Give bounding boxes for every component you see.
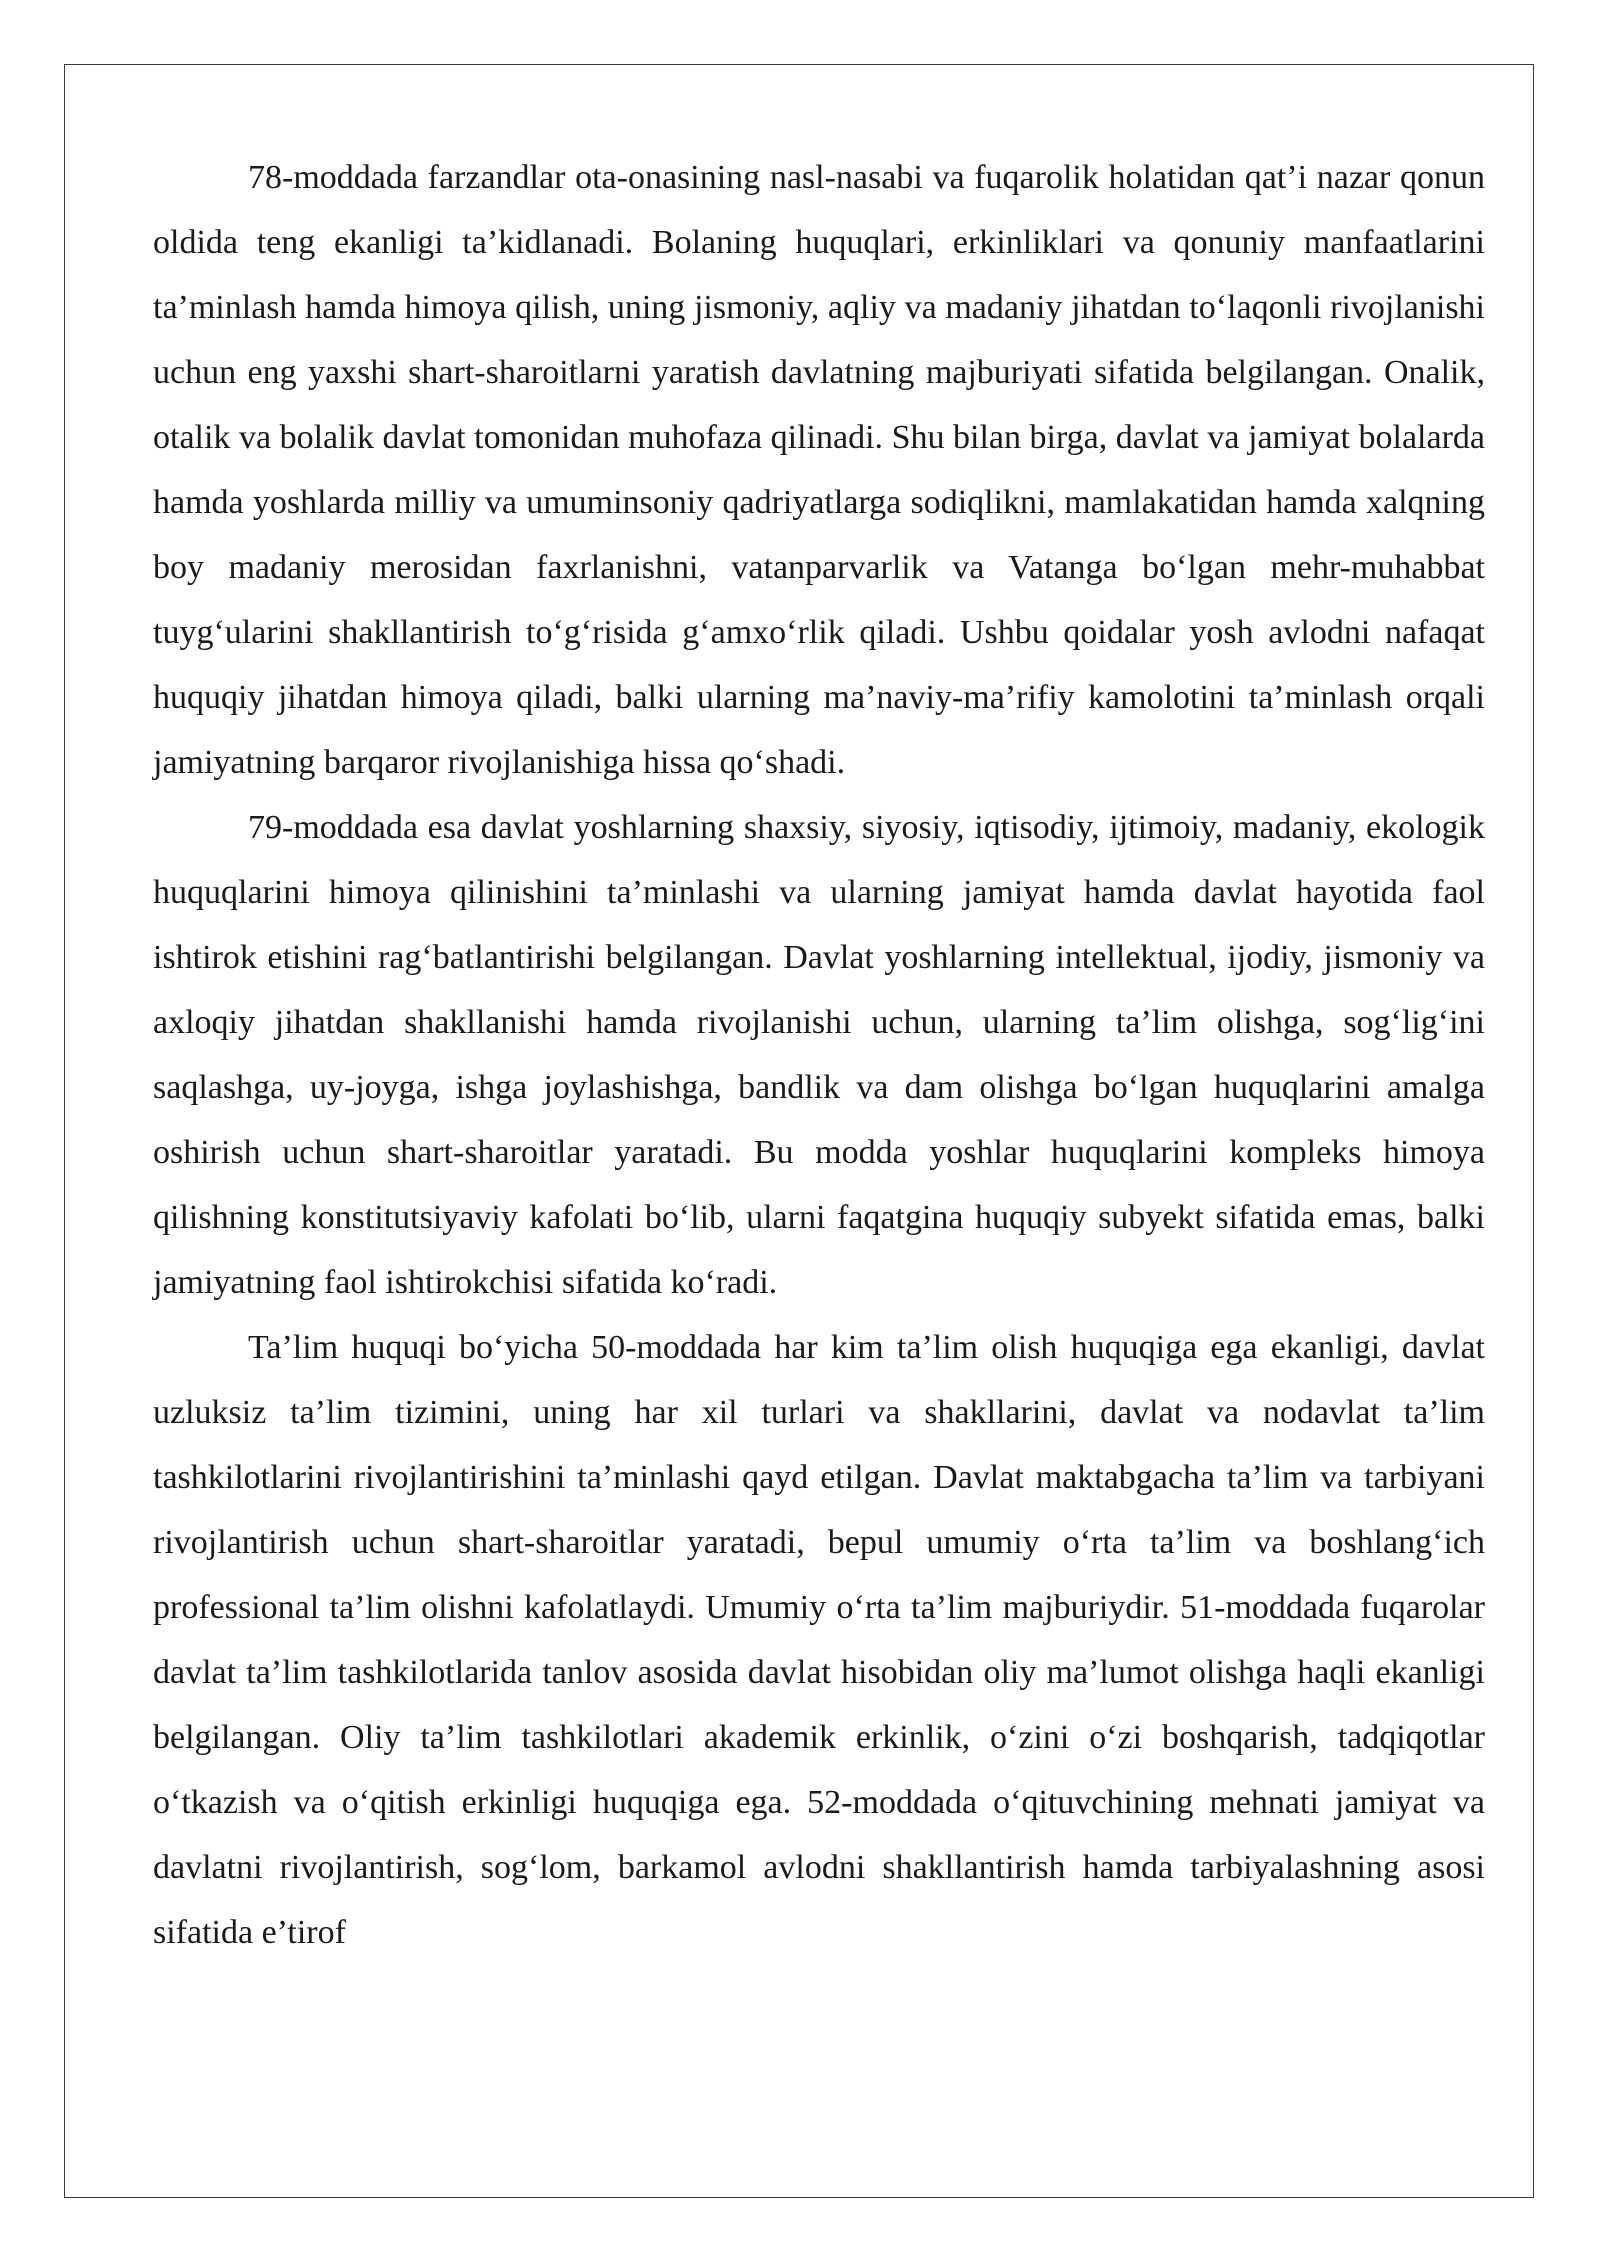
paragraph-article-78: 78-moddada farzandlar ota-onasining nasl-nasabi va fuqarolik holatidan qat’i nazar qonun oldida teng ekanligi ta’kidlanadi. Bolaning huquqlari, erkinliklari va qonuniy manfaatlarini ta’minlash hamda himoya qilish, uning jismoniy, aqliy va madaniy jihatdan to‘laqonli rivojlanishi uchun eng yaxshi shart-sharoitlarni yaratish davlatning majburiyati sifatida belgilangan. Onalik, otalik va bolalik davlat tomonidan muhofaza qilinadi. Shu bilan birga, davlat va jamiyat bolalarda hamda yoshlarda milliy va umuminsoniy qadriyatlarga sodiqlikni, mamlakatidan hamda xalqning boy madaniy merosidan faxrlanishni, vatanparvarlik va Vatanga bo‘lgan mehr-muhabbat tuyg‘ularini shakllantirish to‘g‘risida g‘amxo‘rlik qiladi. Ushbu qoidalar yosh avlodni nafaqat huquqiy jihatdan himoya qiladi, balki ularning ma’naviy-ma’rifiy kamolotini ta’minlash orqali jamiyatning barqaror rivojlanishiga hissa qo‘shadi. — [153, 159, 1485, 781]
paragraph-education-right: Ta’lim huquqi bo‘yicha 50-moddada har kim ta’lim olish huquqiga ega ekanligi, davlat uzluksiz ta’lim tizimini, uning har xil turlari va shakllarini, davlat va nodavlat ta’lim tashkilotlarini rivojlantirishini ta’minlashi qayd etilgan. Davlat maktabgacha ta’lim va tarbiyani rivojlantirish uchun shart-sharoitlar yaratadi, bepul umumiy o‘rta ta’lim va boshlang‘ich professional ta’lim olishni kafolatlaydi. Umumiy o‘rta ta’lim majburiydir. 51-moddada fuqarolar davlat ta’lim tashkilotlarida tanlov asosida davlat hisobidan oliy ma’lumot olishga haqli ekanligi belgilangan. Oliy ta’lim tashkilotlari akademik erkinlik, o‘zini o‘zi boshqarish, tadqiqotlar o‘tkazish va o‘qitish erkinligi huquqiga ega. 52-moddada o‘qituvchining mehnati jamiyat va davlatni rivojlantirish, sog‘lom, barkamol avlodni shakllantirish hamda tarbiyalashning asosi sifatida e’tirof — [153, 1329, 1485, 1951]
document-body — [153, 145, 1485, 1965]
paragraph-article-79: 79-moddada esa davlat yoshlarning shaxsiy, siyosiy, iqtisodiy, ijtimoiy, madaniy, ekologik huquqlarini himoya qilinishini ta’minlashi va ularning jamiyat hamda davlat hayotida faol ishtirok etishini rag‘batlantirishi belgilangan. Davlat yoshlarning intellektual, ijodiy, jismoniy va axloqiy jihatdan shakllanishi hamda rivojlanishi uchun, ularning ta’lim olishga, sog‘lig‘ini saqlashga, uy-joyga, ishga joylashishga, bandlik va dam olishga bo‘lgan huquqlarini amalga oshirish uchun shart-sharoitlar yaratadi. Bu modda yoshlar huquqlarini kompleks himoya qilishning konstitutsiyaviy kafolati bo‘lib, ularni faqatgina huquqiy subyekt sifatida emas, balki jamiyatning faol ishtirokchisi sifatida ko‘radi. — [153, 809, 1485, 1301]
